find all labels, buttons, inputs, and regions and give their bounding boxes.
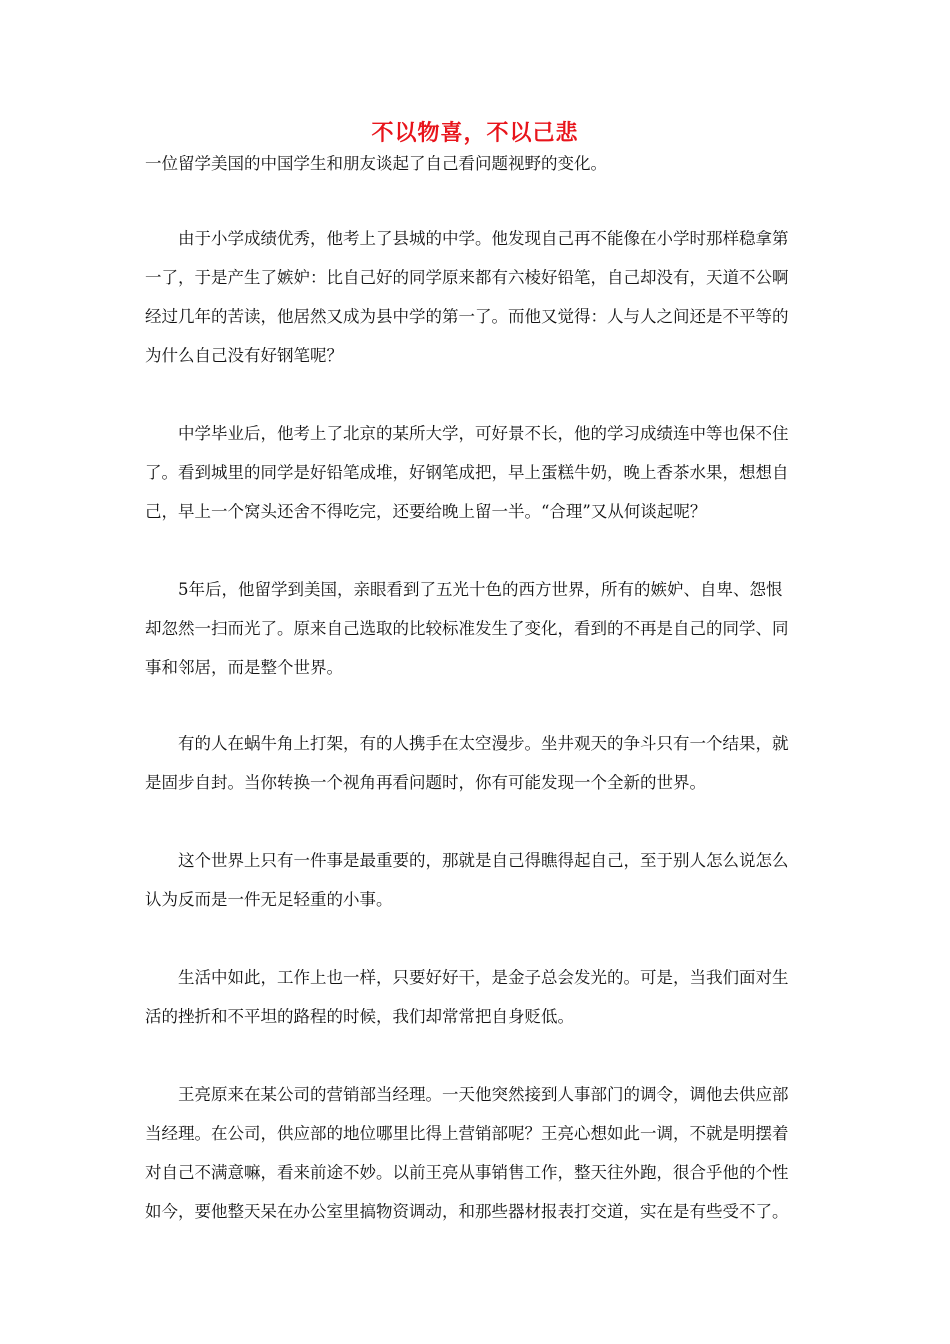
- intro-line: 一位留学美国的中国学生和朋友谈起了自己看问题视野的变化。: [145, 154, 607, 173]
- paragraph-line: 王亮原来在某公司的营销部当经理。一天他突然接到人事部门的调令，调他去供应部: [178, 1085, 789, 1104]
- paragraph-line: 当经理。在公司，供应部的地位哪里比得上营销部呢？王亮心想如此一调，不就是明摆着: [145, 1124, 789, 1143]
- paragraph-line: 为什么自己没有好钢笔呢？: [145, 346, 343, 365]
- paragraph-line: 生活中如此，工作上也一样，只要好好干，是金子总会发光的。可是，当我们面对生: [178, 968, 789, 987]
- paragraph-line: 中学毕业后，他考上了北京的某所大学，可好景不长，他的学习成绩连中等也保不住: [178, 424, 789, 443]
- paragraph-7: [145, 1075, 815, 1231]
- paragraph-3: [145, 570, 815, 687]
- paragraph-line: 活的挫折和不平坦的路程的时候，我们却常常把自身贬低。: [145, 1007, 574, 1026]
- paragraph-line: 事和邻居，而是整个世界。: [145, 658, 343, 677]
- paragraph-line: 己，早上一个窝头还舍不得吃完，还要给晚上留一半。“合理”又从何谈起呢？: [145, 502, 707, 521]
- paragraph-1: [145, 219, 815, 375]
- paragraph-line: 这个世界上只有一件事是最重要的，那就是自己得瞧得起自己，至于别人怎么说怎么: [178, 851, 789, 870]
- paragraph-line: 了。看到城里的同学是好铅笔成堆，好钢笔成把，早上蛋糕牛奶，晚上香茶水果，想想自: [145, 463, 789, 482]
- paragraph-2: [145, 414, 815, 531]
- paragraph-line: 5年后，他留学到美国，亲眼看到了五光十色的西方世界，所有的嫉妒、自卑、怨恨: [178, 580, 783, 599]
- paragraph-line: 却忽然一扫而光了。原来自己选取的比较标准发生了变化，看到的不再是自己的同学、同: [145, 619, 789, 638]
- paragraph-line: 认为反而是一件无足轻重的小事。: [145, 890, 393, 909]
- paragraph-line: 一了，于是产生了嫉妒：比自己好的同学原来都有六棱好铅笔，自己却没有，天道不公啊: [145, 268, 789, 287]
- paragraph-line: 有的人在蜗牛角上打架，有的人携手在太空漫步。坐井观天的争斗只有一个结果，就: [178, 734, 789, 753]
- paragraph-line: 对自己不满意嘛，看来前途不妙。以前王亮从事销售工作，整天往外跑，很合乎他的个性: [145, 1163, 789, 1182]
- page-title: 不以物喜，不以己悲: [371, 121, 579, 146]
- paragraph-line: 如今，要他整天呆在办公室里搞物资调动，和那些器材报表打交道，实在是有些受不了。: [145, 1202, 789, 1221]
- paragraph-line: 由于小学成绩优秀，他考上了县城的中学。他发现自己再不能像在小学时那样稳拿第: [178, 229, 789, 248]
- paragraph-4: [145, 724, 815, 802]
- paragraph-line: 是固步自封。当你转换一个视角再看问题时，你有可能发现一个全新的世界。: [145, 773, 706, 792]
- paragraph-6: [145, 958, 815, 1036]
- paragraph-5: [145, 841, 815, 919]
- paragraph-line: 经过几年的苦读，他居然又成为县中学的第一了。而他又觉得：人与人之间还是不平等的: [145, 307, 789, 326]
